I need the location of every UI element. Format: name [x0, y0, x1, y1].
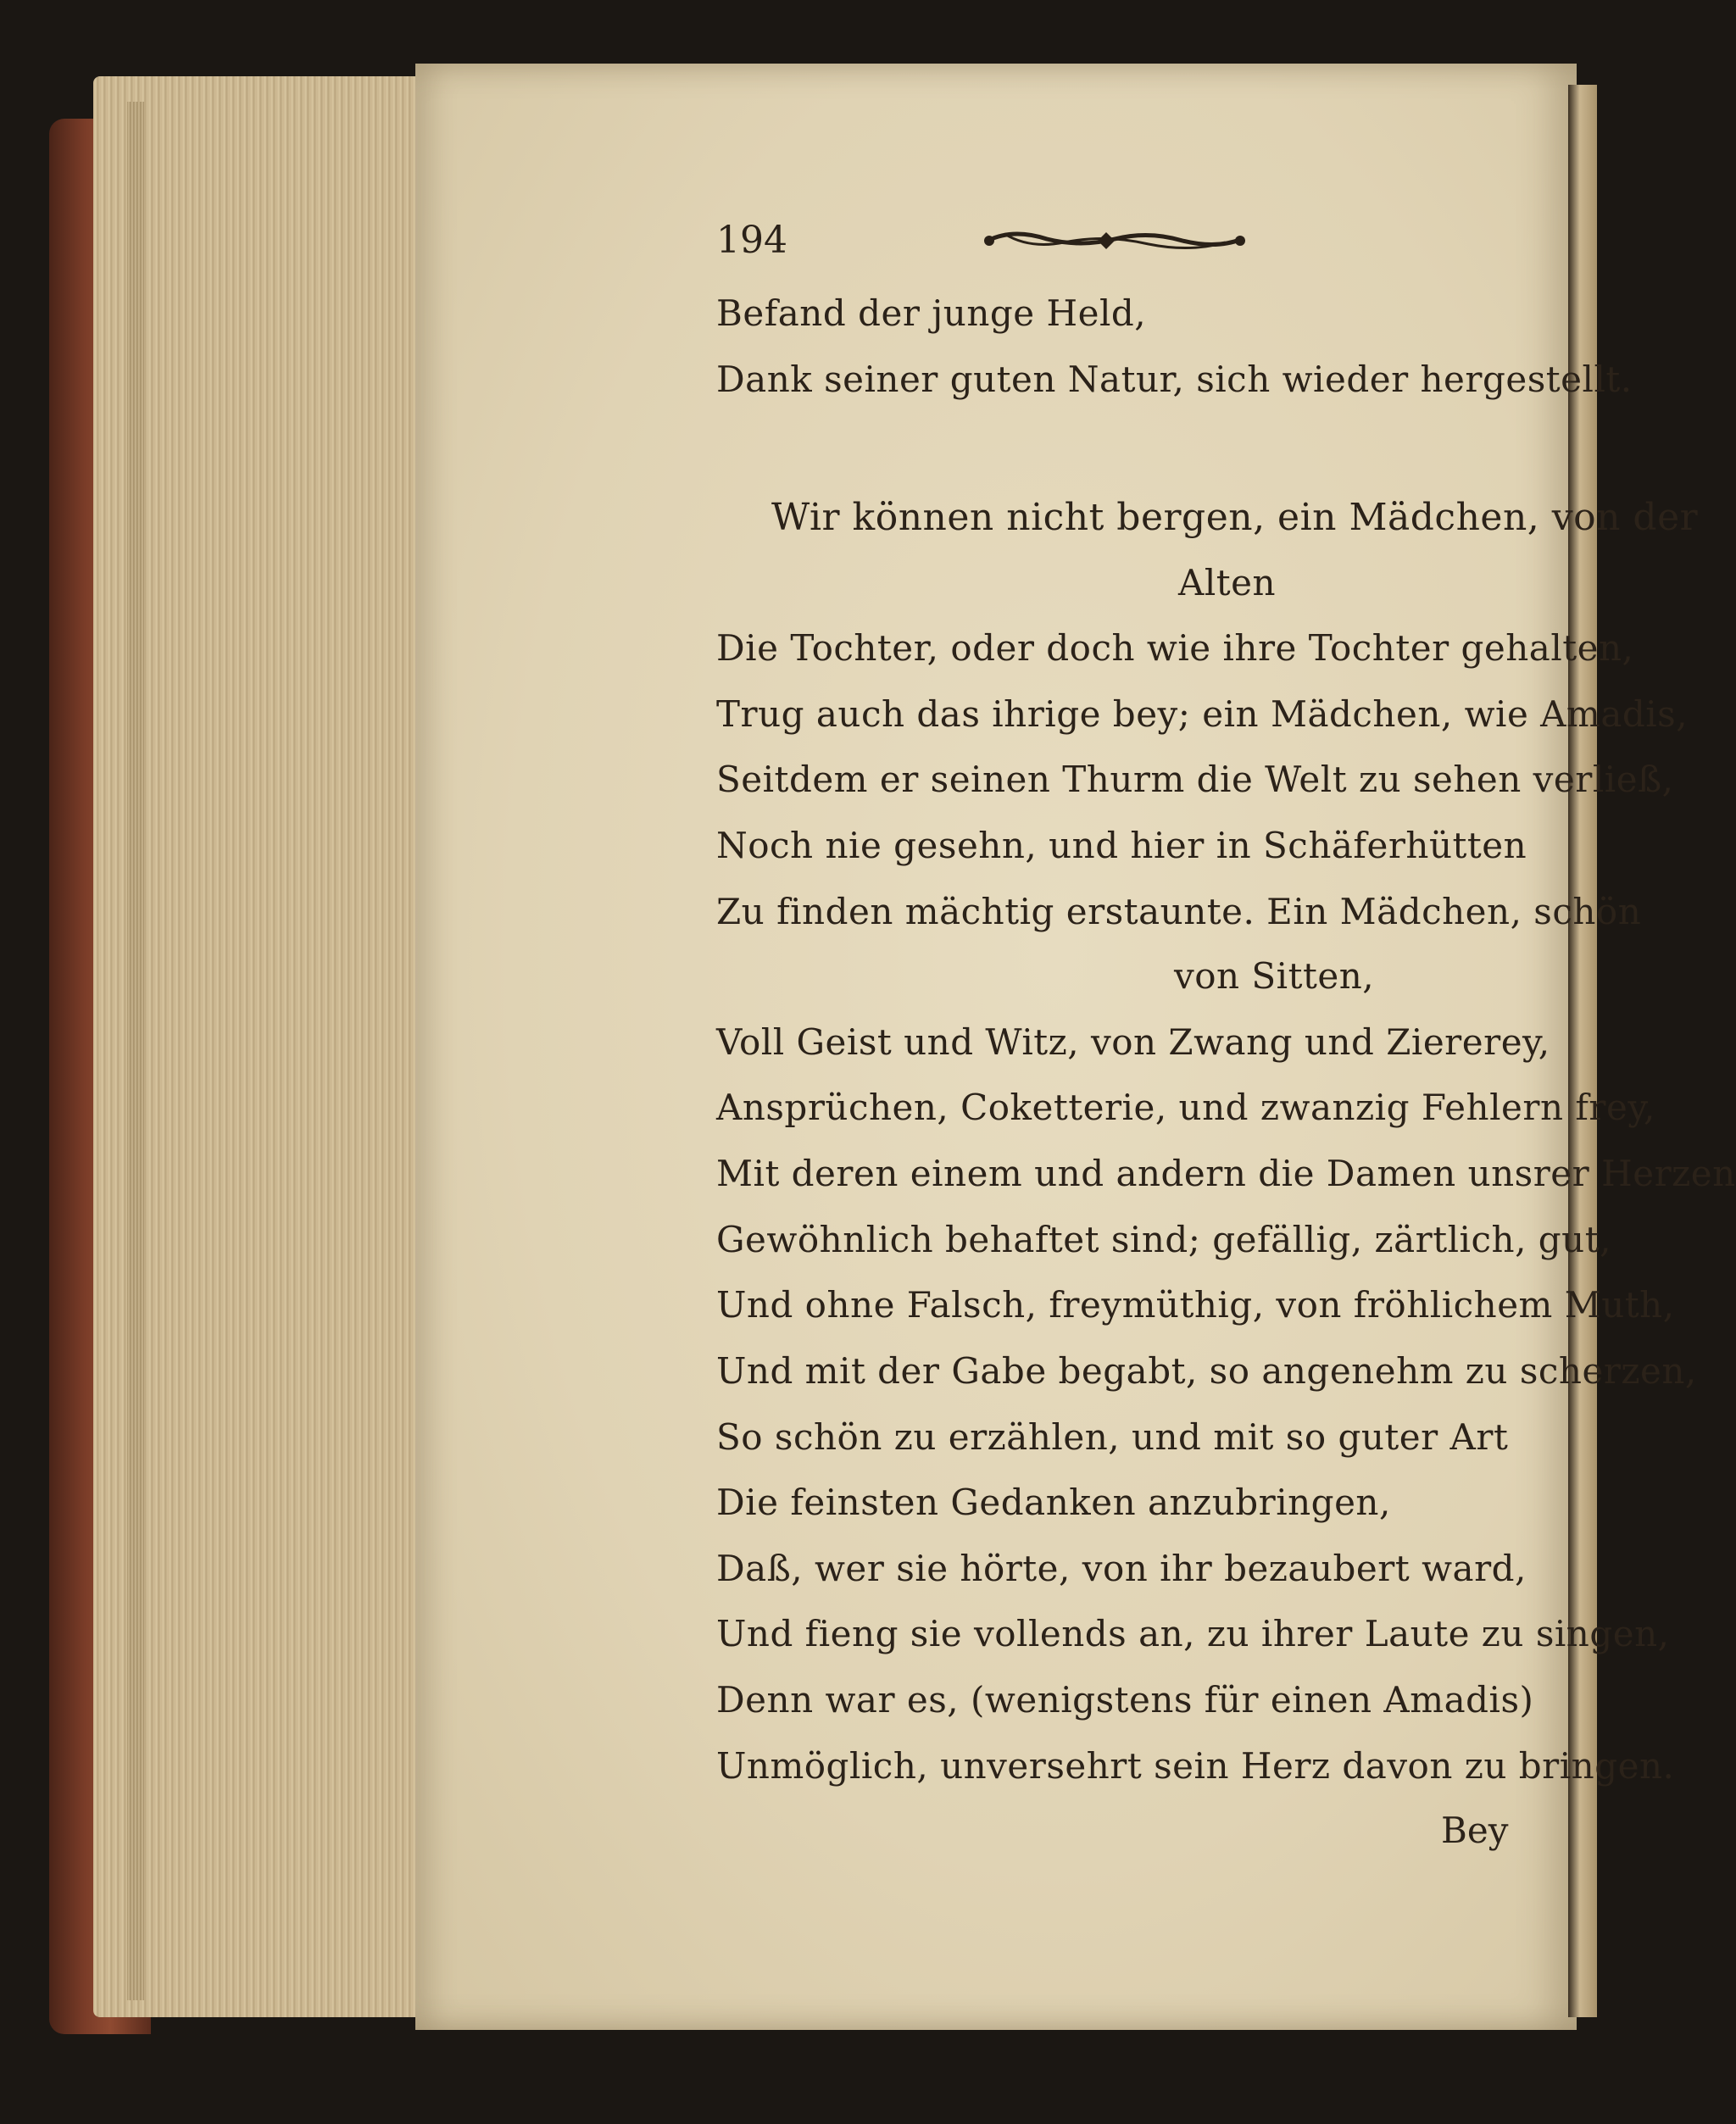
page-header: [716, 219, 1513, 270]
text-line: Seitdem er seinen Thurm die Welt zu sehen verließ,: [716, 759, 1674, 800]
text-line: Mit deren einem und andern die Damen unsrer Herzen: [716, 1153, 1736, 1194]
text-line: Die Tochter, oder doch wie ihre Tochter gehalten,: [716, 627, 1634, 669]
text-line: Und fieng sie vollends an, zu ihrer Laute zu singen,: [716, 1613, 1670, 1654]
text-line: Und mit der Gabe begabt, so angenehm zu scherzen,: [716, 1350, 1697, 1392]
text-line: Daß, wer sie hörte, von ihr bezaubert ward,: [716, 1548, 1527, 1589]
text-line: Wir können nicht bergen, ein Mädchen, von der: [771, 496, 1699, 539]
decorative-rule-icon: [979, 224, 1250, 258]
text-line: von Sitten,: [1174, 955, 1375, 997]
text-line: Ansprüchen, Coketterie, und zwanzig Fehlern frey,: [716, 1087, 1655, 1128]
text-line: Gewöhnlich behaftet sind; gefällig, zärtlich, gut,: [716, 1219, 1611, 1260]
text-line: Die feinsten Gedanken anzubringen,: [716, 1482, 1391, 1523]
text-line: Voll Geist und Witz, von Zwang und Ziererey,: [716, 1021, 1550, 1063]
page-edges: [93, 76, 432, 2017]
page-number: 194: [716, 219, 787, 262]
text-line: Dank seiner guten Natur, sich wieder hergestellt.: [716, 359, 1633, 400]
text-line: Trug auch das ihrige bey; ein Mädchen, wie Amadis,: [716, 693, 1689, 735]
text-line: Und ohne Falsch, freymüthig, von fröhlichem Muth,: [716, 1284, 1675, 1326]
text-line: So schön zu erzählen, und mit so guter Art: [716, 1416, 1509, 1458]
text-line: Denn war es, (wenigstens für einen Amadis): [716, 1679, 1534, 1721]
text-line: Unmöglich, unversehrt sein Herz davon zu bringen.: [716, 1745, 1675, 1787]
text-line: Zu finden mächtig erstaunte. Ein Mädchen, schön: [716, 891, 1642, 932]
page-stack-edge: [127, 102, 144, 2000]
text-line: Noch nie gesehn, und hier in Schäferhütten: [716, 825, 1527, 866]
text-line: Befand der junge Held,: [716, 292, 1147, 334]
text-line: Alten: [1178, 562, 1277, 603]
catchword: Bey: [1441, 1810, 1509, 1851]
